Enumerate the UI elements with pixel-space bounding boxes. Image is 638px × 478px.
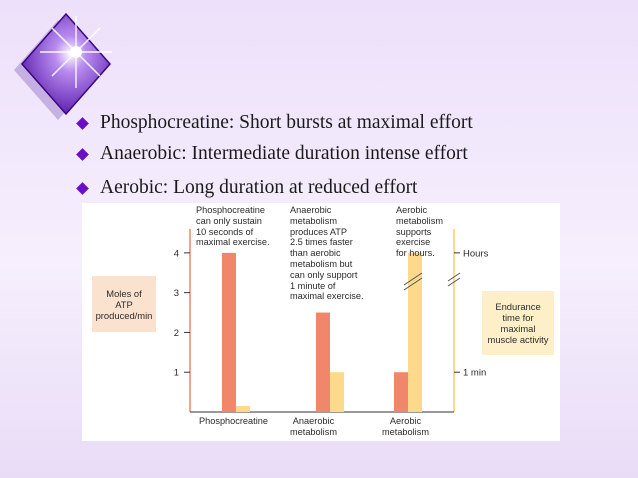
- bar-atp: [222, 253, 236, 412]
- y-axis-label: Moles of ATP produced/min: [92, 276, 156, 332]
- diamond-bullet-icon: [76, 117, 89, 130]
- bar-endurance: [236, 406, 250, 412]
- y2-axis-label: Endurance time for maximal muscle activity: [482, 291, 554, 355]
- bullet-item: [78, 110, 473, 141]
- x-tick-label: Anaerobic metabolism: [290, 416, 337, 437]
- y-tick-label: 1: [173, 367, 179, 379]
- bar-endurance: [408, 253, 422, 412]
- y-tick-label: 4: [173, 248, 179, 260]
- y-tick-label: 2: [173, 327, 179, 339]
- bullet-item: [78, 175, 473, 206]
- y2-tick-label: 1 min: [463, 367, 487, 379]
- bar-atp: [394, 372, 408, 412]
- y-tick-label: 3: [173, 288, 179, 300]
- annotation-anaerobic: Anaerobic metabolism produces ATP 2.5 times faster than aerobic metabolism but can only support 1 minute of maximal exercise.: [290, 205, 364, 302]
- diamond-bullet-icon: [76, 182, 89, 195]
- bullet-item: [78, 141, 473, 172]
- x-tick-label: Phosphocreatine: [199, 416, 268, 426]
- bullet-text: Aerobic: Long duration at reduced effort: [100, 177, 418, 198]
- diamond-bullet-icon: [76, 148, 89, 161]
- bar-endurance: [330, 372, 344, 412]
- bullet-text: Phosphocreatine: Short bursts at maximal effort: [100, 112, 473, 133]
- x-tick-label: Aerobic metabolism: [382, 416, 429, 437]
- annotation-phosphocreatine: Phosphocreatine can only sustain 10 seconds of maximal exercise.: [196, 205, 270, 248]
- bullet-list: [78, 110, 473, 206]
- bullet-text: Anaerobic: Intermediate duration intense effort: [100, 143, 468, 164]
- bar-atp: [316, 313, 330, 412]
- atp-endurance-figure: [82, 203, 560, 441]
- annotation-aerobic: Aerobic metabolism supports exercise for hours.: [396, 205, 443, 259]
- y2-tick-label: Hours: [463, 248, 489, 260]
